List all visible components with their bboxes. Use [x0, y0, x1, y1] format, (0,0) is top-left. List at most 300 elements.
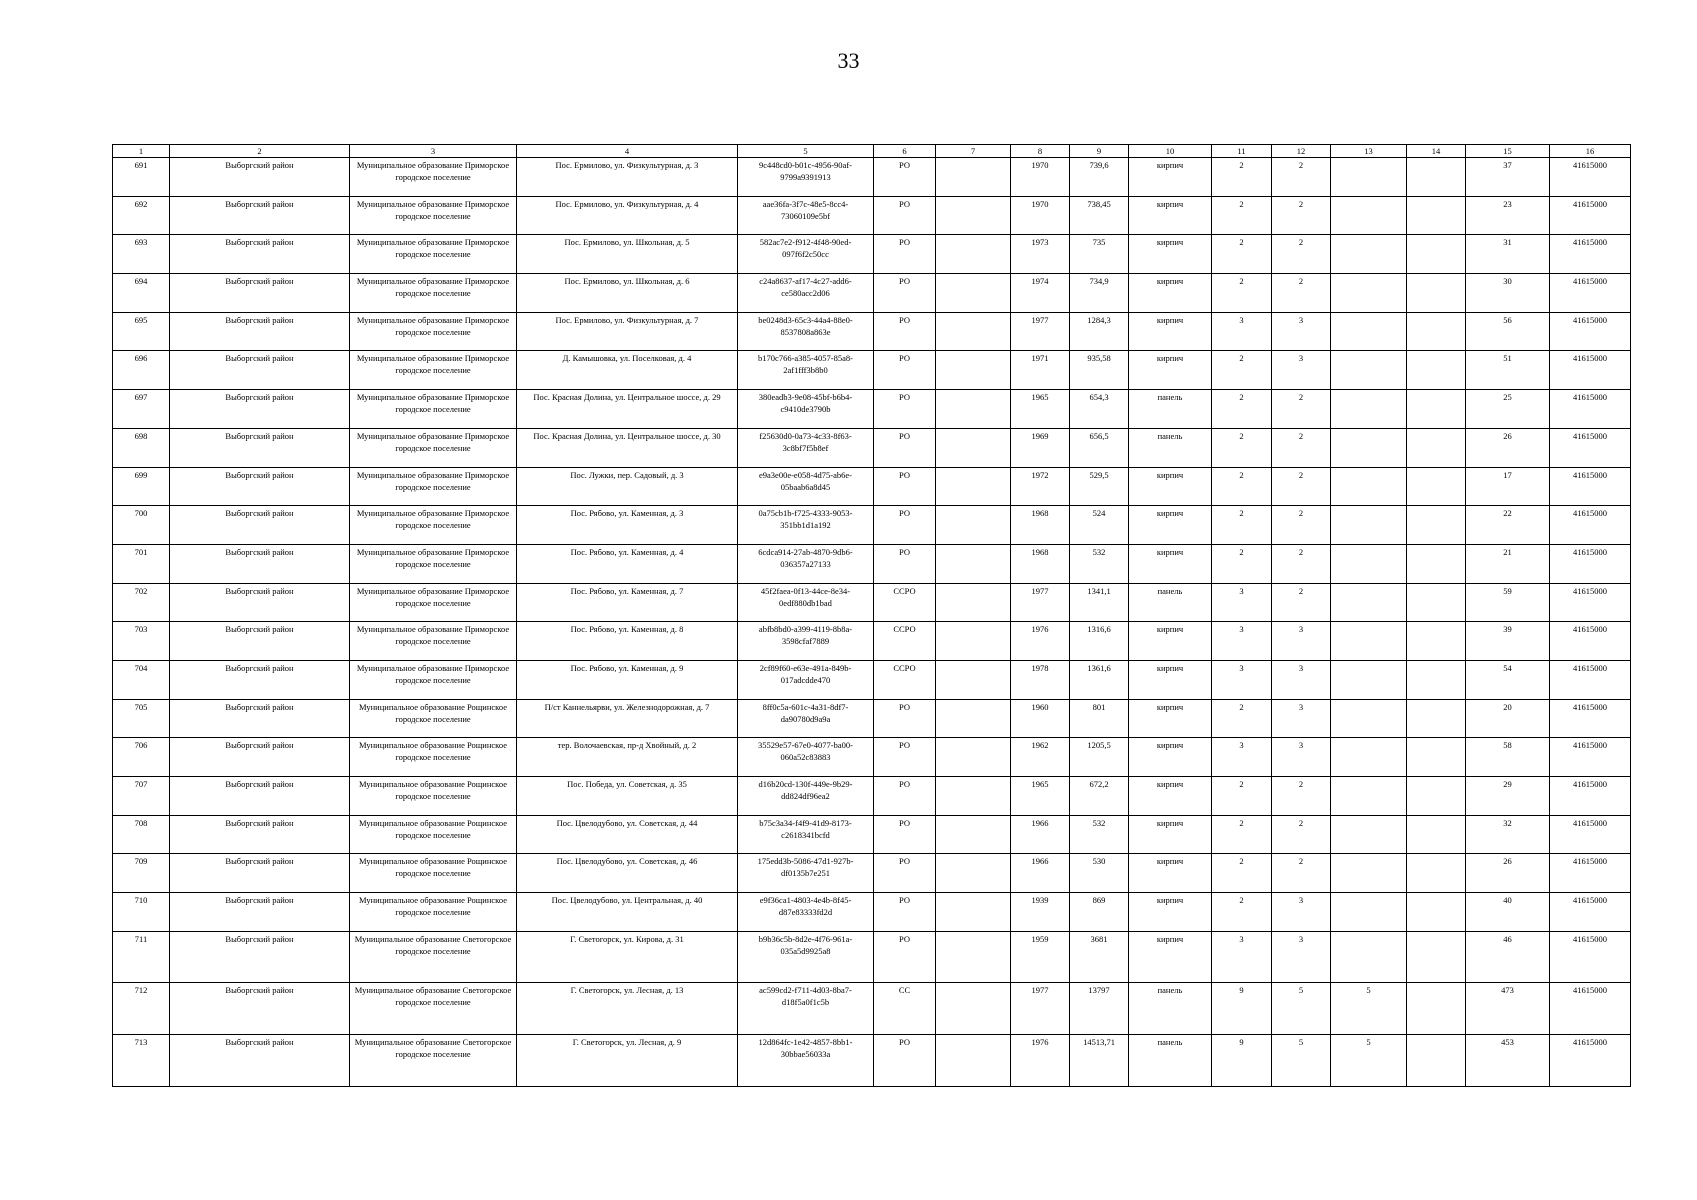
- table-cell: П/ст Каннельярви, ул. Железнодорожная, д. 7: [517, 699, 738, 738]
- table-cell: Выборгский район: [170, 1035, 350, 1087]
- table-cell: [1407, 1035, 1466, 1087]
- table-cell: кирпич: [1129, 738, 1212, 777]
- table-cell: 3: [1212, 312, 1272, 351]
- table-cell: [936, 660, 1011, 699]
- table-cell: 41615000: [1550, 738, 1631, 777]
- table-row: [113, 660, 1631, 699]
- table-cell: Выборгский район: [170, 351, 350, 390]
- table-cell: 40: [1466, 893, 1550, 932]
- table-cell: кирпич: [1129, 544, 1212, 583]
- table-cell: 41615000: [1550, 274, 1631, 313]
- table-cell: ССРО: [874, 660, 936, 699]
- table-cell: 1965: [1011, 777, 1070, 816]
- table-cell: [1331, 893, 1407, 932]
- table-cell: СС: [874, 983, 936, 1035]
- column-header: 4: [517, 145, 738, 158]
- table-cell: Муниципальное образование Приморское городское поселение: [350, 660, 517, 699]
- table-cell: 2: [1272, 274, 1331, 313]
- table-cell: панель: [1129, 983, 1212, 1035]
- table-cell: 2: [1272, 815, 1331, 854]
- table-cell: [1331, 196, 1407, 235]
- table-cell: 41615000: [1550, 351, 1631, 390]
- table-row: [113, 893, 1631, 932]
- table-cell: Г. Светогорск, ул. Кирова, д. 31: [517, 931, 738, 983]
- table-cell: Выборгский район: [170, 699, 350, 738]
- table-cell: 29: [1466, 777, 1550, 816]
- table-cell: кирпич: [1129, 854, 1212, 893]
- table-cell: be0248d3-65c3-44a4-88e0-8537808a863e: [738, 312, 874, 351]
- table-cell: РО: [874, 274, 936, 313]
- table-cell: 1970: [1011, 196, 1070, 235]
- table-cell: 25: [1466, 390, 1550, 429]
- table-cell: 56: [1466, 312, 1550, 351]
- table-cell: РО: [874, 893, 936, 932]
- table-cell: [1407, 854, 1466, 893]
- table-cell: Д. Камышовка, ул. Поселковая, д. 4: [517, 351, 738, 390]
- table-cell: Выборгский район: [170, 931, 350, 983]
- table-cell: d16b20cd-130f-449e-9b29-dd824df96ea2: [738, 777, 874, 816]
- table-cell: Пос. Ермилово, ул. Физкультурная, д. 3: [517, 158, 738, 197]
- table-cell: 1341,1: [1070, 583, 1129, 622]
- table-cell: [936, 196, 1011, 235]
- table-cell: 2: [1212, 390, 1272, 429]
- table-cell: РО: [874, 815, 936, 854]
- table-cell: Муниципальное образование Рощинское городское поселение: [350, 699, 517, 738]
- table-cell: [1407, 506, 1466, 545]
- table-cell: 31: [1466, 235, 1550, 274]
- column-header: 10: [1129, 145, 1212, 158]
- table-cell: РО: [874, 738, 936, 777]
- table-cell: Пос. Ермилово, ул. Школьная, д. 6: [517, 274, 738, 313]
- table-cell: 2: [1272, 467, 1331, 506]
- table-row: [113, 506, 1631, 545]
- table-cell: 41615000: [1550, 196, 1631, 235]
- table-cell: 2: [1212, 158, 1272, 197]
- column-header: 2: [170, 145, 350, 158]
- table-cell: РО: [874, 351, 936, 390]
- table-cell: 9c448cd0-b01c-4956-90af-9799a9391913: [738, 158, 874, 197]
- table-cell: [936, 467, 1011, 506]
- table-cell: [1407, 893, 1466, 932]
- table-cell: Пос. Ермилово, ул. Физкультурная, д. 7: [517, 312, 738, 351]
- table-row: [113, 312, 1631, 351]
- table-cell: 1939: [1011, 893, 1070, 932]
- table-cell: РО: [874, 699, 936, 738]
- table-cell: 656,5: [1070, 428, 1129, 467]
- table-cell: 3681: [1070, 931, 1129, 983]
- table-row: [113, 158, 1631, 197]
- table-cell: 2: [1212, 467, 1272, 506]
- table-cell: кирпич: [1129, 196, 1212, 235]
- table-cell: 1977: [1011, 983, 1070, 1035]
- table-cell: [1407, 158, 1466, 197]
- table-cell: 23: [1466, 196, 1550, 235]
- table-row: [113, 983, 1631, 1035]
- table-cell: Муниципальное образование Рощинское городское поселение: [350, 815, 517, 854]
- table-cell: 692: [113, 196, 170, 235]
- table-cell: [1407, 196, 1466, 235]
- table-cell: 707: [113, 777, 170, 816]
- table-cell: панель: [1129, 390, 1212, 429]
- table-cell: кирпич: [1129, 893, 1212, 932]
- table-cell: Выборгский район: [170, 815, 350, 854]
- table-cell: 705: [113, 699, 170, 738]
- table-cell: 41615000: [1550, 583, 1631, 622]
- column-header: 16: [1550, 145, 1631, 158]
- table-cell: 2: [1272, 506, 1331, 545]
- table-cell: панель: [1129, 1035, 1212, 1087]
- table-cell: 699: [113, 467, 170, 506]
- table-cell: 697: [113, 390, 170, 429]
- table-cell: 1972: [1011, 467, 1070, 506]
- table-cell: тер. Волочаевская, пр-д Хвойный, д. 2: [517, 738, 738, 777]
- table-cell: 2: [1212, 893, 1272, 932]
- table-cell: кирпич: [1129, 235, 1212, 274]
- table-cell: Г. Светогорск, ул. Лесная, д. 9: [517, 1035, 738, 1087]
- table-cell: 41615000: [1550, 660, 1631, 699]
- table-cell: 2: [1212, 815, 1272, 854]
- table-cell: Муниципальное образование Приморское городское поселение: [350, 390, 517, 429]
- table-cell: [936, 815, 1011, 854]
- table-cell: Муниципальное образование Светогорское городское поселение: [350, 1035, 517, 1087]
- table-cell: 3: [1212, 931, 1272, 983]
- table-cell: 58: [1466, 738, 1550, 777]
- table-row: [113, 351, 1631, 390]
- table-cell: [1331, 428, 1407, 467]
- table-cell: Муниципальное образование Приморское городское поселение: [350, 622, 517, 661]
- table-cell: Выборгский район: [170, 506, 350, 545]
- table-cell: [1407, 390, 1466, 429]
- table-cell: [936, 699, 1011, 738]
- table-cell: [1331, 351, 1407, 390]
- table-cell: Пос. Лужки, пер. Садовый, д. 3: [517, 467, 738, 506]
- table-cell: РО: [874, 931, 936, 983]
- table-cell: 2: [1212, 544, 1272, 583]
- table-row: [113, 777, 1631, 816]
- table-cell: 532: [1070, 544, 1129, 583]
- table-cell: [936, 777, 1011, 816]
- table-cell: 41615000: [1550, 931, 1631, 983]
- table-cell: 735: [1070, 235, 1129, 274]
- table-cell: Муниципальное образование Светогорское городское поселение: [350, 983, 517, 1035]
- table-cell: [1331, 699, 1407, 738]
- table-cell: 5: [1272, 1035, 1331, 1087]
- column-header: 11: [1212, 145, 1272, 158]
- table-cell: [1331, 738, 1407, 777]
- table-cell: 59: [1466, 583, 1550, 622]
- table-cell: e9f36ca1-4803-4e4b-8f45-d87e83333fd2d: [738, 893, 874, 932]
- table-cell: Выборгский район: [170, 544, 350, 583]
- table-cell: 3: [1272, 660, 1331, 699]
- table-cell: 691: [113, 158, 170, 197]
- table-cell: Выборгский район: [170, 390, 350, 429]
- table-cell: [1331, 158, 1407, 197]
- table-cell: 734,9: [1070, 274, 1129, 313]
- table-cell: Пос. Победа, ул. Советская, д. 35: [517, 777, 738, 816]
- table-cell: кирпич: [1129, 777, 1212, 816]
- table-cell: 532: [1070, 815, 1129, 854]
- table-cell: Пос. Красная Долина, ул. Центральное шоссе, д. 30: [517, 428, 738, 467]
- table-cell: 713: [113, 1035, 170, 1087]
- table-cell: b9b36c5b-8d2e-4f76-961a-035a5d9925a8: [738, 931, 874, 983]
- table-cell: 17: [1466, 467, 1550, 506]
- table-cell: 1962: [1011, 738, 1070, 777]
- table-cell: Выборгский район: [170, 777, 350, 816]
- table-cell: 524: [1070, 506, 1129, 545]
- table-cell: [936, 583, 1011, 622]
- table-cell: 698: [113, 428, 170, 467]
- table-cell: кирпич: [1129, 312, 1212, 351]
- table-cell: 739,6: [1070, 158, 1129, 197]
- table-cell: [936, 983, 1011, 1035]
- table-cell: 1977: [1011, 312, 1070, 351]
- housing-registry-table: [112, 144, 1631, 1087]
- table-cell: [1407, 931, 1466, 983]
- table-cell: кирпич: [1129, 467, 1212, 506]
- table-cell: 2: [1212, 428, 1272, 467]
- table-cell: панель: [1129, 428, 1212, 467]
- table-cell: 2: [1272, 428, 1331, 467]
- table-row: [113, 274, 1631, 313]
- table-cell: 1959: [1011, 931, 1070, 983]
- table-cell: Выборгский район: [170, 428, 350, 467]
- table-cell: 35529e57-67e0-4077-ba00-060a52c83883: [738, 738, 874, 777]
- column-header: 7: [936, 145, 1011, 158]
- table-cell: 5: [1331, 1035, 1407, 1087]
- table-cell: 2: [1272, 390, 1331, 429]
- table-cell: 41615000: [1550, 777, 1631, 816]
- table-cell: Пос. Красная Долина, ул. Центральное шоссе, д. 29: [517, 390, 738, 429]
- table-cell: Выборгский район: [170, 274, 350, 313]
- table-cell: Выборгский район: [170, 196, 350, 235]
- table-cell: [1331, 583, 1407, 622]
- table-cell: [936, 351, 1011, 390]
- table-cell: 2: [1212, 506, 1272, 545]
- table-cell: 1960: [1011, 699, 1070, 738]
- table-cell: [936, 854, 1011, 893]
- table-cell: [936, 390, 1011, 429]
- table-cell: 582ac7e2-f912-4f48-90ed-097f6f2c50cc: [738, 235, 874, 274]
- table-cell: 2: [1272, 235, 1331, 274]
- table-cell: 701: [113, 544, 170, 583]
- table-cell: Пос. Рябово, ул. Каменная, д. 9: [517, 660, 738, 699]
- table-cell: 41615000: [1550, 893, 1631, 932]
- table-cell: Муниципальное образование Приморское городское поселение: [350, 544, 517, 583]
- table-cell: 712: [113, 983, 170, 1035]
- table-cell: 694: [113, 274, 170, 313]
- table-cell: [936, 1035, 1011, 1087]
- table-cell: 3: [1212, 738, 1272, 777]
- table-cell: 45f2faea-0f13-44ce-8e34-0edf880db1bad: [738, 583, 874, 622]
- table-cell: 41615000: [1550, 699, 1631, 738]
- table-cell: 41615000: [1550, 312, 1631, 351]
- table-cell: Выборгский район: [170, 738, 350, 777]
- table-cell: [1407, 428, 1466, 467]
- table-cell: [1331, 235, 1407, 274]
- table-cell: Пос. Цвелодубово, ул. Советская, д. 44: [517, 815, 738, 854]
- column-header: 15: [1466, 145, 1550, 158]
- table-cell: 9: [1212, 1035, 1272, 1087]
- table-cell: 869: [1070, 893, 1129, 932]
- table-cell: 2: [1272, 777, 1331, 816]
- table-cell: [936, 622, 1011, 661]
- table-cell: РО: [874, 544, 936, 583]
- table-cell: [1407, 738, 1466, 777]
- table-cell: 1361,6: [1070, 660, 1129, 699]
- table-cell: РО: [874, 158, 936, 197]
- table-cell: Муниципальное образование Рощинское городское поселение: [350, 738, 517, 777]
- table-cell: 706: [113, 738, 170, 777]
- table-cell: Пос. Рябово, ул. Каменная, д. 8: [517, 622, 738, 661]
- table-cell: Выборгский район: [170, 467, 350, 506]
- table-cell: Муниципальное образование Светогорское городское поселение: [350, 931, 517, 983]
- table-cell: кирпич: [1129, 506, 1212, 545]
- column-header: 12: [1272, 145, 1331, 158]
- table-cell: 3: [1272, 312, 1331, 351]
- table-cell: кирпич: [1129, 622, 1212, 661]
- table-cell: [1331, 312, 1407, 351]
- table-cell: 3: [1212, 583, 1272, 622]
- table-cell: c24a8637-af17-4c27-add6-ce580acc2d06: [738, 274, 874, 313]
- table-cell: 20: [1466, 699, 1550, 738]
- table-cell: 8ff0c5a-601c-4a31-8df7-da90780d9a9a: [738, 699, 874, 738]
- table-cell: РО: [874, 390, 936, 429]
- table-cell: aae36fa-3f7c-48e5-8cc4-73060109e5bf: [738, 196, 874, 235]
- table-row: [113, 854, 1631, 893]
- page-number: 33: [837, 48, 860, 73]
- column-header: 6: [874, 145, 936, 158]
- table-cell: кирпич: [1129, 274, 1212, 313]
- table-cell: 738,45: [1070, 196, 1129, 235]
- table-cell: [1407, 583, 1466, 622]
- column-header: 5: [738, 145, 874, 158]
- table-cell: [1331, 854, 1407, 893]
- column-header: 14: [1407, 145, 1466, 158]
- table-cell: [1407, 983, 1466, 1035]
- table-cell: Муниципальное образование Рощинское городское поселение: [350, 777, 517, 816]
- table-cell: 41615000: [1550, 235, 1631, 274]
- table-cell: 1968: [1011, 506, 1070, 545]
- table-cell: 704: [113, 660, 170, 699]
- table-cell: 2: [1212, 235, 1272, 274]
- table-cell: 1977: [1011, 583, 1070, 622]
- table-cell: b170c766-a385-4057-85a8-2af1fff3b8b0: [738, 351, 874, 390]
- table-cell: 453: [1466, 1035, 1550, 1087]
- table-cell: 2: [1212, 196, 1272, 235]
- table-cell: Выборгский район: [170, 622, 350, 661]
- table-cell: [1407, 544, 1466, 583]
- table-cell: 711: [113, 931, 170, 983]
- column-header: 8: [1011, 145, 1070, 158]
- table-cell: 1976: [1011, 622, 1070, 661]
- table-cell: [1331, 274, 1407, 313]
- table-cell: 2: [1212, 351, 1272, 390]
- table-cell: 2: [1212, 699, 1272, 738]
- table-cell: 41615000: [1550, 983, 1631, 1035]
- table-row: [113, 931, 1631, 983]
- table-cell: Выборгский район: [170, 235, 350, 274]
- table-cell: Г. Светогорск, ул. Лесная, д. 13: [517, 983, 738, 1035]
- table-cell: РО: [874, 854, 936, 893]
- table-cell: 41615000: [1550, 1035, 1631, 1087]
- table-cell: 700: [113, 506, 170, 545]
- table-cell: 22: [1466, 506, 1550, 545]
- table-cell: b75c3a34-f4f9-41d9-8173-c2618341bcfd: [738, 815, 874, 854]
- column-header: 13: [1331, 145, 1407, 158]
- table-cell: 30: [1466, 274, 1550, 313]
- table-cell: 5: [1272, 983, 1331, 1035]
- table-cell: 1971: [1011, 351, 1070, 390]
- table-cell: Выборгский район: [170, 983, 350, 1035]
- table-cell: 1970: [1011, 158, 1070, 197]
- table-row: [113, 583, 1631, 622]
- table-cell: ССРО: [874, 622, 936, 661]
- table-cell: 32: [1466, 815, 1550, 854]
- table-row: [113, 196, 1631, 235]
- table-cell: 41615000: [1550, 854, 1631, 893]
- table-cell: 708: [113, 815, 170, 854]
- table-cell: 2: [1212, 777, 1272, 816]
- table-cell: [1407, 815, 1466, 854]
- table-cell: ССРО: [874, 583, 936, 622]
- table-cell: Муниципальное образование Рощинское городское поселение: [350, 854, 517, 893]
- table-cell: 2: [1272, 158, 1331, 197]
- table-cell: Муниципальное образование Приморское городское поселение: [350, 467, 517, 506]
- table-cell: [1407, 699, 1466, 738]
- table-cell: РО: [874, 777, 936, 816]
- table-cell: 1316,6: [1070, 622, 1129, 661]
- table-cell: 3: [1272, 622, 1331, 661]
- table-cell: [1331, 390, 1407, 429]
- table-cell: 3: [1212, 660, 1272, 699]
- table-cell: 702: [113, 583, 170, 622]
- table-row: [113, 1035, 1631, 1087]
- table-cell: кирпич: [1129, 158, 1212, 197]
- table-cell: 709: [113, 854, 170, 893]
- table-cell: [1407, 351, 1466, 390]
- table-cell: Выборгский район: [170, 583, 350, 622]
- table-cell: 693: [113, 235, 170, 274]
- table-row: [113, 428, 1631, 467]
- table-cell: 46: [1466, 931, 1550, 983]
- table-cell: Выборгский район: [170, 660, 350, 699]
- table-cell: [1407, 660, 1466, 699]
- table-cell: Муниципальное образование Приморское городское поселение: [350, 351, 517, 390]
- table-cell: 41615000: [1550, 158, 1631, 197]
- table-row: [113, 467, 1631, 506]
- table-cell: 672,2: [1070, 777, 1129, 816]
- table-cell: Муниципальное образование Приморское городское поселение: [350, 583, 517, 622]
- table-cell: Муниципальное образование Приморское городское поселение: [350, 506, 517, 545]
- table-cell: 3: [1272, 931, 1331, 983]
- table-cell: [1331, 506, 1407, 545]
- table-cell: [1331, 544, 1407, 583]
- table-cell: 21: [1466, 544, 1550, 583]
- column-header: 3: [350, 145, 517, 158]
- table-cell: 2: [1212, 274, 1272, 313]
- table-cell: e9a3e00e-e058-4d75-ab6e-05baab6a8d45: [738, 467, 874, 506]
- table-cell: 1205,5: [1070, 738, 1129, 777]
- table-cell: 12d864fc-1e42-4857-8bb1-30bbae56033a: [738, 1035, 874, 1087]
- table-cell: Выборгский район: [170, 312, 350, 351]
- table-cell: РО: [874, 312, 936, 351]
- table-cell: Муниципальное образование Приморское городское поселение: [350, 235, 517, 274]
- table-cell: 1969: [1011, 428, 1070, 467]
- table-cell: 41615000: [1550, 428, 1631, 467]
- table-cell: [936, 738, 1011, 777]
- table-cell: [936, 931, 1011, 983]
- table-row: [113, 235, 1631, 274]
